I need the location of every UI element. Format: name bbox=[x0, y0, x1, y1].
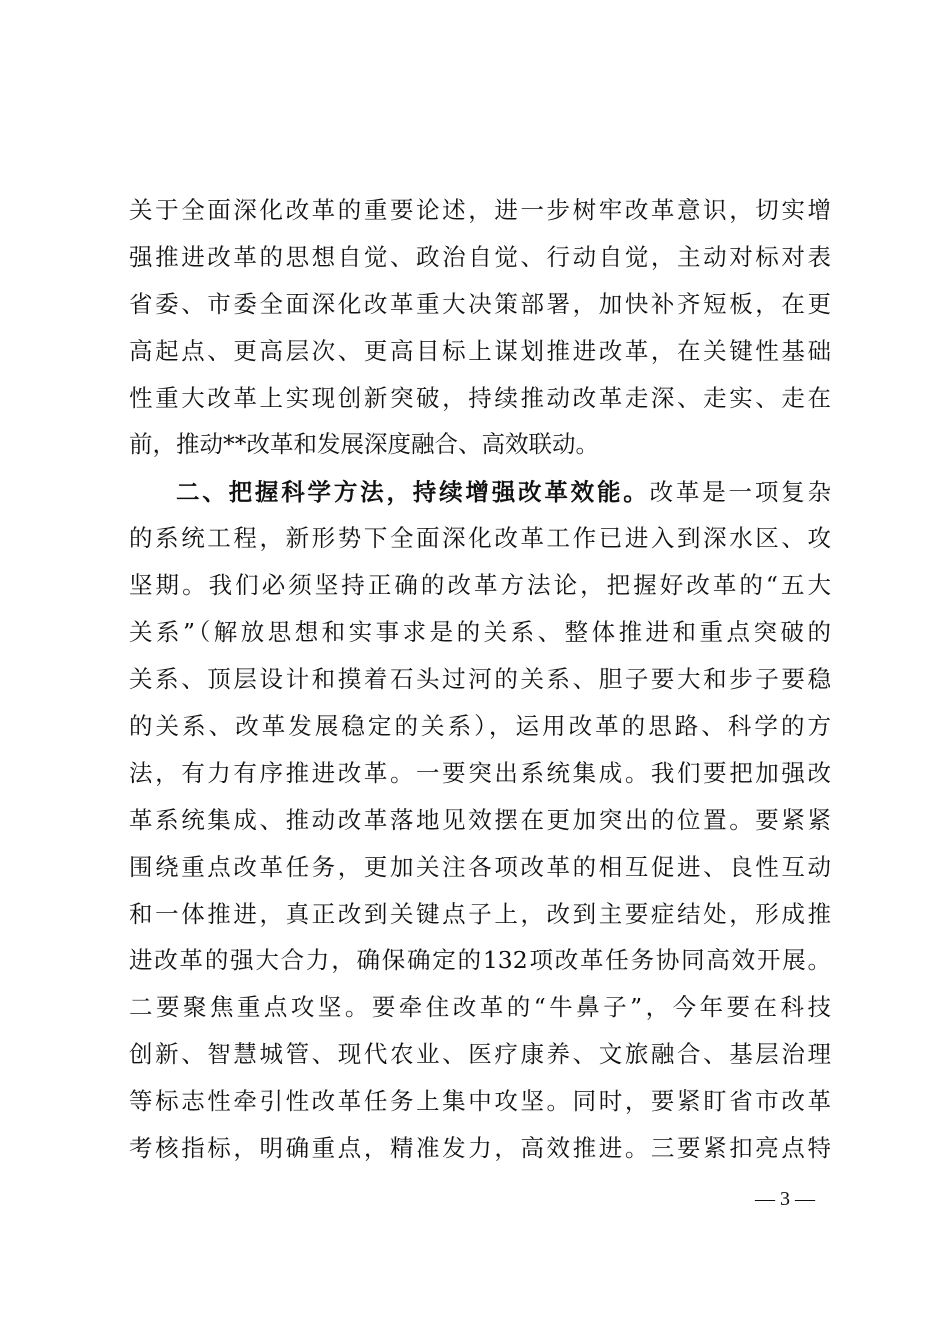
paragraph-1 bbox=[129, 187, 831, 468]
text-line: 等标志性牵引性改革任务上集中攻坚。同时，要紧盯省市改革 bbox=[129, 1087, 831, 1116]
text-line: 强推进改革的思想自觉、政治自觉、行动自觉，主动对标对表 bbox=[129, 242, 831, 271]
text-line: 前，推动**改革和发展深度融合、高效联动。 bbox=[129, 430, 599, 459]
page-number: — 3 — bbox=[755, 1188, 815, 1210]
paragraph-2 bbox=[129, 469, 831, 1172]
text-line: 革系统集成、推动改革落地见效摆在更加突出的位置。要紧紧 bbox=[129, 805, 831, 834]
text-line: 性重大改革上实现创新突破，持续推动改革走深、走实、走在 bbox=[129, 383, 831, 412]
heading-line bbox=[129, 469, 831, 516]
text-line: 高起点、更高层次、更高目标上谋划推进改革，在关键性基础 bbox=[129, 336, 831, 365]
text-line: 法，有力有序推进改革。一要突出系统集成。我们要把加强改 bbox=[129, 758, 831, 787]
text-line: 的关系、改革发展稳定的关系），运用改革的思路、科学的方 bbox=[129, 711, 831, 740]
text-line: 创新、智慧城管、现代农业、医疗康养、文旅融合、基层治理 bbox=[129, 1040, 831, 1069]
text-line: 关于全面深化改革的重要论述，进一步树牢改革意识，切实增 bbox=[129, 196, 831, 224]
text-line: 的系统工程，新形势下全面深化改革工作已进入到深水区、攻 bbox=[129, 524, 831, 553]
text-line: 二要聚焦重点攻坚。要牵住改革的“牛鼻子”，今年要在科技 bbox=[129, 993, 831, 1022]
text-line: 考核指标，明确重点，精准发力，高效推进。三要紧扣亮点特 bbox=[129, 1133, 831, 1162]
heading-line-rest: 改革是一项复杂 bbox=[649, 477, 831, 506]
text-line: 围绕重点改革任务，更加关注各项改革的相互促进、良性互动 bbox=[129, 852, 831, 881]
text-line: 关系”（解放思想和实事求是的关系、整体推进和重点突破的 bbox=[129, 618, 831, 647]
text-line: 坚期。我们必须坚持正确的改革方法论，把握好改革的“五大 bbox=[129, 571, 831, 600]
text-line: 进改革的强大合力，确保确定的132项改革任务协同高效开展。 bbox=[129, 946, 831, 975]
text-line: 关系、顶层设计和摸着石头过河的关系、胆子要大和步子要稳 bbox=[129, 665, 831, 694]
text-line: 和一体推进，真正改到关键点子上，改到主要症结处，形成推 bbox=[129, 899, 831, 928]
section-heading: 二、把握科学方法，持续增强改革效能。 bbox=[176, 477, 650, 506]
text-line: 省委、市委全面深化改革重大决策部署，加快补齐短板，在更 bbox=[129, 289, 831, 318]
